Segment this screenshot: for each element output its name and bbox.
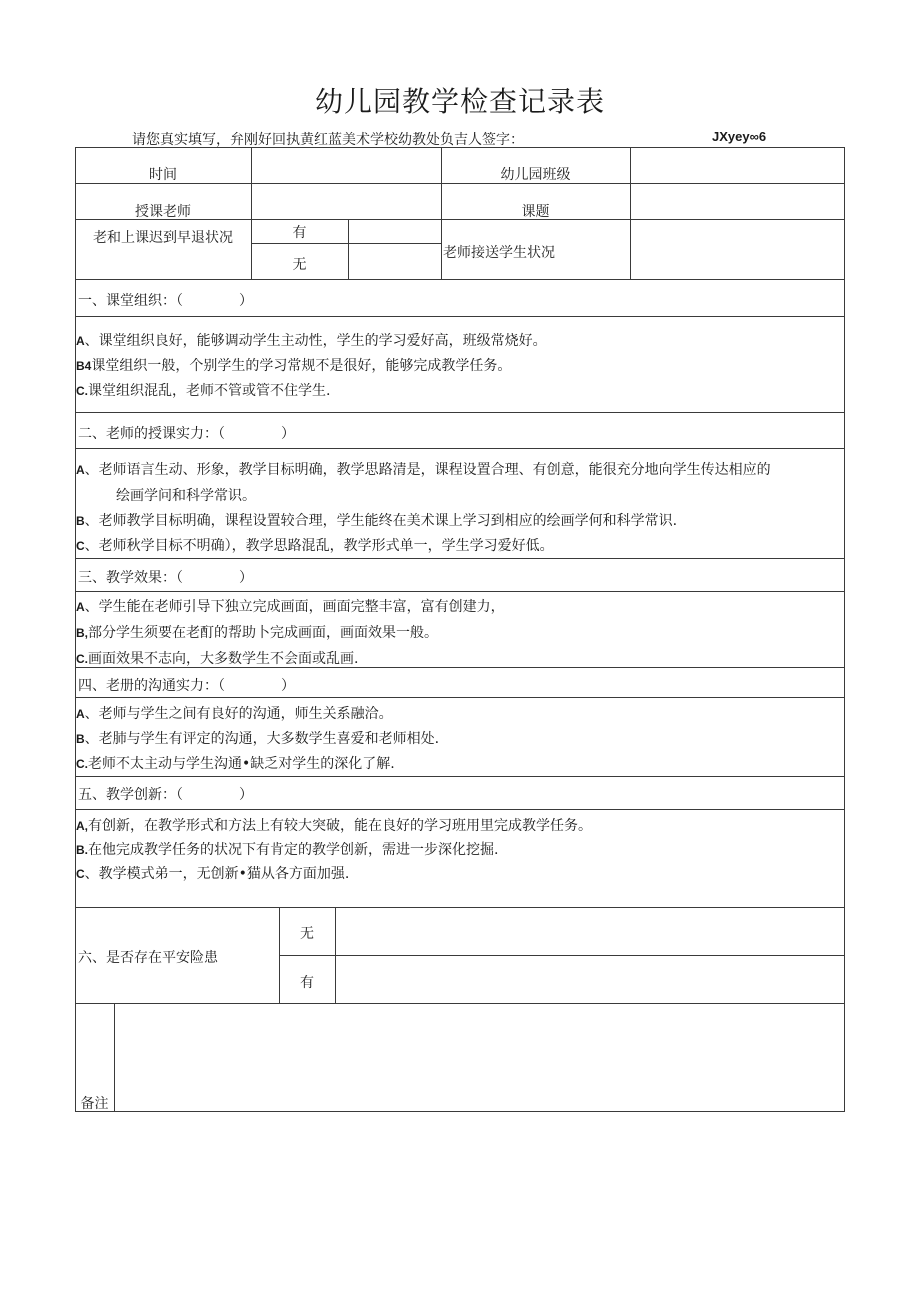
section-heading: 二、老师的授课实力：（ ） bbox=[78, 426, 295, 442]
safety-no-label: 无 bbox=[300, 926, 314, 942]
option-letter: A, bbox=[76, 819, 88, 833]
row-divider bbox=[75, 1003, 845, 1004]
option-text: 画面效果不志向，大多数学生不会面或乱画. bbox=[88, 651, 359, 667]
option-line bbox=[76, 355, 511, 375]
option-line bbox=[76, 510, 677, 530]
option-letter: C. bbox=[76, 757, 88, 771]
option-line-continuation: 绘画学问和科学常识。 bbox=[116, 488, 256, 504]
time-label: 时间 bbox=[149, 167, 177, 183]
option-line bbox=[76, 535, 554, 555]
section-heading: 一、课堂组织：（ ） bbox=[78, 293, 253, 309]
option-line bbox=[76, 753, 395, 773]
option-text: 课堂组织混乱，老师不管或管不住学生. bbox=[88, 383, 331, 399]
option-line bbox=[76, 596, 505, 616]
option-letter: C. bbox=[76, 652, 88, 666]
option-letter: A bbox=[76, 334, 85, 348]
safety-yes-label: 有 bbox=[300, 975, 314, 991]
option-text: 、老师与学生之间有良好的沟通，师生关系融洽。 bbox=[84, 706, 393, 722]
option-letter: A bbox=[76, 463, 85, 477]
option-letter: B bbox=[76, 732, 85, 746]
option-text: 课堂组织一般，个别学生的学习常规不是很好，能够完成教学任务。 bbox=[91, 358, 512, 374]
option-text: 、老师语言生动、形象，教学目标明确，教学思路清是，课程设置合理、有创意，能很充分地向学生传达相应的 bbox=[84, 462, 771, 478]
section-heading: 三、教学效果：（ ） bbox=[78, 570, 253, 586]
safety-label: 六、是否存在平安险患 bbox=[78, 950, 218, 966]
option-text: 、课堂组织良好，能够调动学生主动性，学生的学习爱好高，班级常烧好。 bbox=[84, 333, 547, 349]
option-line bbox=[76, 863, 349, 883]
row-divider bbox=[75, 697, 845, 698]
section-heading: 四、老册的沟通实力：（ ） bbox=[78, 678, 295, 694]
col-divider bbox=[335, 907, 336, 1003]
option-line bbox=[76, 380, 330, 400]
row-divider bbox=[279, 955, 845, 956]
form-title: 幼儿园教学检查记录表 bbox=[314, 85, 605, 118]
row-divider bbox=[251, 243, 441, 244]
row-divider bbox=[75, 279, 845, 280]
remarks-label: 备注 bbox=[80, 1096, 109, 1112]
teacher-label: 授课老师 bbox=[135, 204, 191, 220]
option-line bbox=[76, 459, 771, 479]
option-letter: C bbox=[76, 867, 85, 881]
topic-label: 课题 bbox=[521, 204, 550, 220]
option-letter: B, bbox=[76, 626, 88, 640]
option-text: 、学生能在老师引导下独立完成画面，画面完整丰富，富有创建力， bbox=[84, 599, 505, 615]
option-text: 、老师秋学目标不明确），教学思路混乱，教学形式单一，学生学习爱好低。 bbox=[84, 538, 554, 554]
form-code: JXyey∞6 bbox=[712, 129, 767, 144]
option-line bbox=[76, 330, 547, 350]
col-divider bbox=[348, 219, 349, 279]
col-divider bbox=[630, 147, 631, 279]
row-divider bbox=[75, 907, 845, 908]
option-line bbox=[76, 728, 439, 748]
option-text: 部分学生须要在老酊的帮助卜完成画面，画面效果一般。 bbox=[88, 625, 438, 641]
late-yes-label: 有 bbox=[292, 225, 307, 241]
option-line bbox=[76, 622, 438, 642]
option-text: 、教学模式弟一，无创新•猫从各方面加强. bbox=[84, 866, 350, 882]
row-divider bbox=[75, 776, 845, 777]
option-line bbox=[76, 815, 592, 835]
row-divider bbox=[75, 591, 845, 592]
option-text: 、老师教学目标明确，课程设置较合理，学生能终在美术课上学习到相应的绘画学何和科学常识. bbox=[84, 513, 678, 529]
section-heading: 五、教学创新：（ ） bbox=[78, 787, 253, 803]
option-text: 、老肺与学生有评定的沟通，大多数学生喜爱和老师相处. bbox=[84, 731, 440, 747]
option-line bbox=[76, 703, 393, 723]
option-letter: A bbox=[76, 600, 85, 614]
late-no-label: 无 bbox=[292, 257, 307, 273]
option-letter: A bbox=[76, 707, 85, 721]
option-line bbox=[76, 648, 358, 668]
form-instruction: 请您真实填写，弁刚好回执黄红蓝美术学校幼教处负吉人签字： bbox=[132, 132, 524, 148]
option-letter: B bbox=[76, 514, 85, 528]
late-early-label: 老和上课迟到早退状况 bbox=[93, 230, 233, 246]
class-label: 幼儿园班级 bbox=[500, 167, 571, 183]
option-line bbox=[76, 839, 498, 859]
option-text: 老师不太主动与学生沟通•缺乏对学生的深化了解. bbox=[88, 756, 395, 772]
option-letter: B. bbox=[76, 843, 88, 857]
row-divider bbox=[75, 412, 845, 413]
option-text: 在他完成教学任务的状况下有肯定的教学创新，需进一步深化挖掘. bbox=[88, 842, 499, 858]
pickup-label: 老师接送学生状况 bbox=[443, 245, 555, 261]
row-divider bbox=[75, 448, 845, 449]
col-divider bbox=[114, 1003, 115, 1112]
row-divider bbox=[75, 809, 845, 810]
option-text: 有创新，在教学形式和方法上有较大突破，能在良好的学习班用里完成教学任务。 bbox=[88, 818, 592, 834]
option-letter: C. bbox=[76, 384, 88, 398]
option-letter: C bbox=[76, 539, 85, 553]
row-divider bbox=[75, 316, 845, 317]
option-letter: B4 bbox=[76, 359, 92, 373]
row-divider bbox=[75, 558, 845, 559]
